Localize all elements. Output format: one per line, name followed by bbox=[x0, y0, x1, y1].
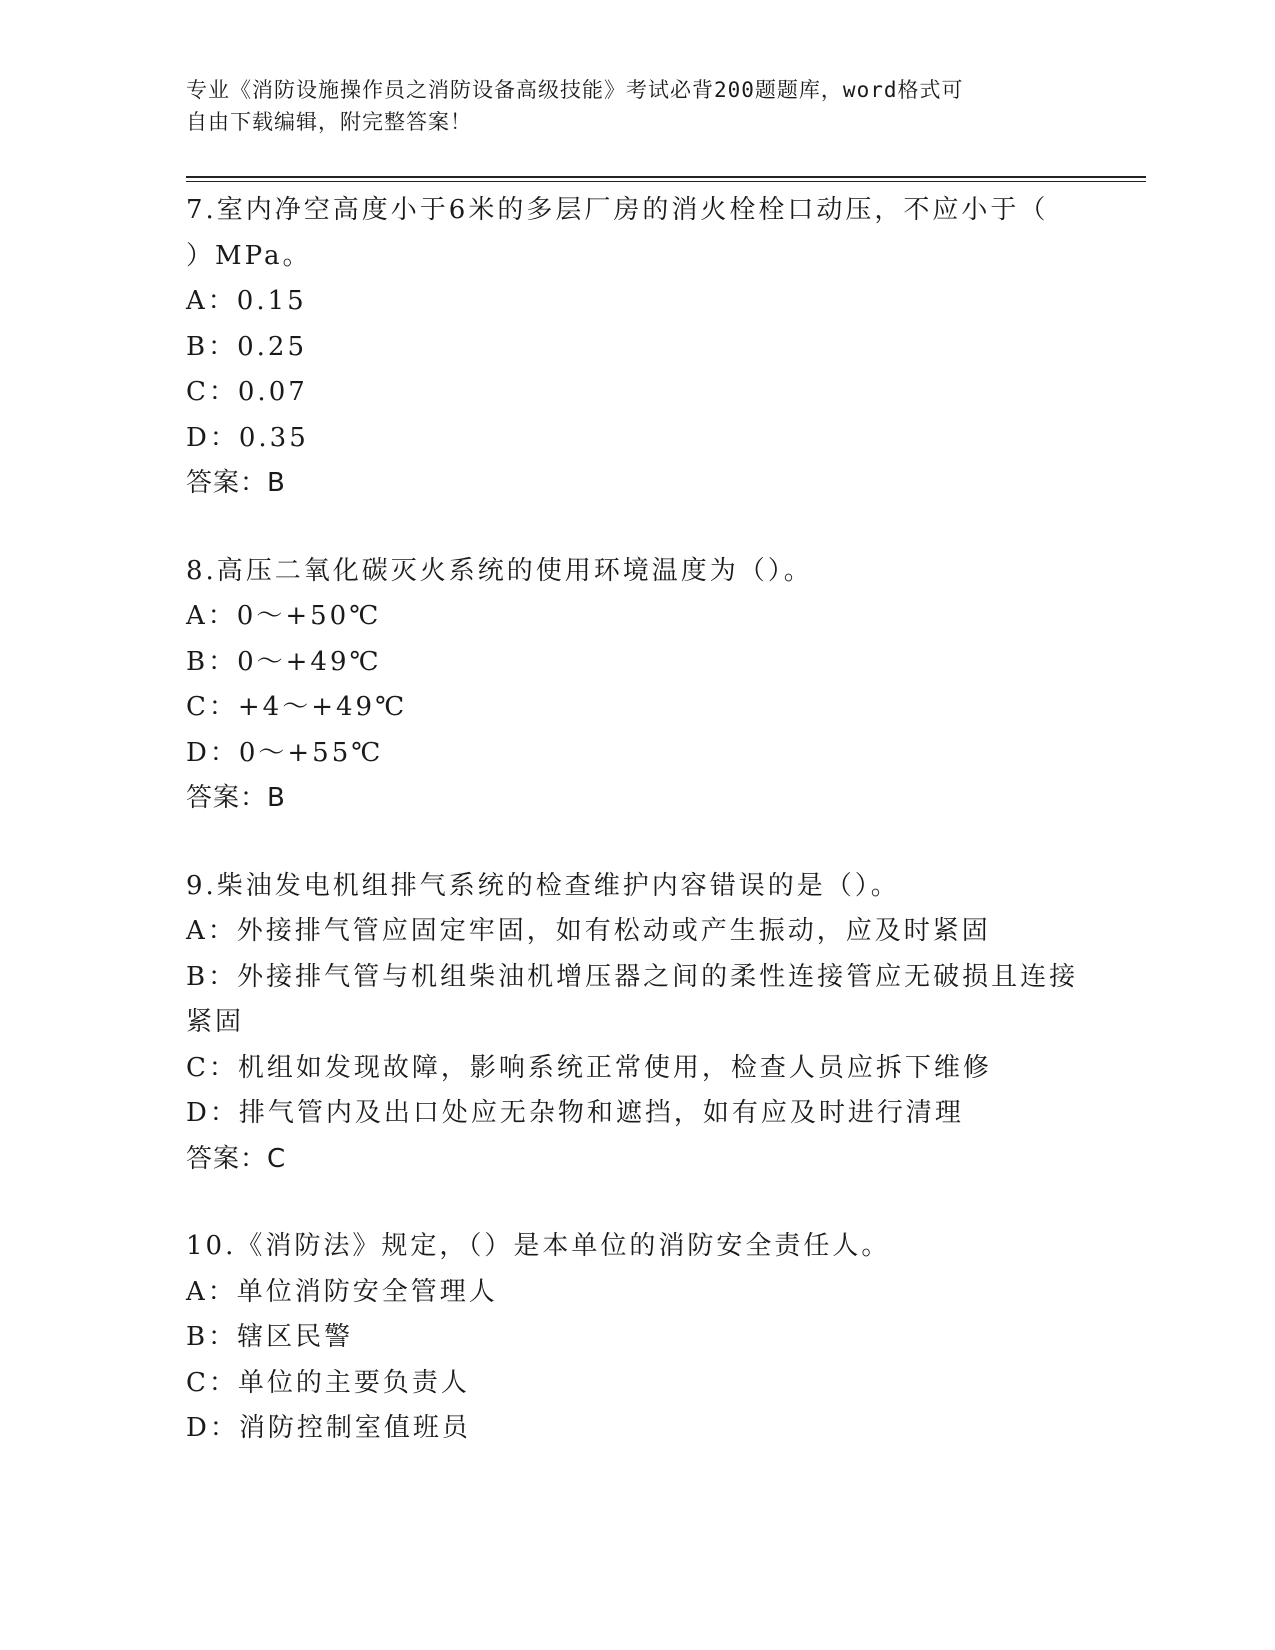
option-a: A：0～+50℃ bbox=[186, 601, 382, 631]
question-7 bbox=[186, 188, 1086, 507]
option-a: A：单位消防安全管理人 bbox=[186, 1276, 498, 1307]
option-b: B：0～+49℃ bbox=[186, 646, 382, 677]
option-c: C：单位的主要负责人 bbox=[186, 1367, 470, 1398]
question-stem: 9.柴油发电机组排气系统的检查维护内容错误的是（）。 bbox=[186, 870, 900, 901]
option-c: C：机组如发现故障，影响系统正常使用，检查人员应拆下维修 bbox=[186, 1052, 992, 1083]
option-d: D：0～+55℃ bbox=[186, 737, 384, 768]
answer: 答案：B bbox=[186, 468, 286, 498]
question-list bbox=[186, 188, 1086, 1452]
option-b: B：0.25 bbox=[186, 331, 307, 362]
option-d: D：排气管内及出口处应无杂物和遮挡，如有应及时进行清理 bbox=[186, 1098, 964, 1128]
option-a: A：外接排气管应固定牢固，如有松动或产生振动，应及时紧固 bbox=[186, 916, 991, 946]
header-line-2: 自由下载编辑，附完整答案！ bbox=[186, 110, 472, 134]
question-stem: 8.高压二氧化碳灭火系统的使用环境温度为（）。 bbox=[186, 555, 813, 586]
option-c: C：+4～+49℃ bbox=[186, 692, 408, 722]
option-b-cont: 紧固 bbox=[186, 1007, 245, 1037]
header-line-1: 专业《消防设施操作员之消防设备高级技能》考试必背200题题库，word格式可 bbox=[186, 78, 964, 102]
header-divider-thin bbox=[186, 181, 1146, 182]
option-b: B：外接排气管与机组柴油机增压器之间的柔性连接管应无破损且连接 bbox=[186, 961, 1079, 992]
question-9 bbox=[186, 864, 1086, 1183]
option-d: D：0.35 bbox=[186, 422, 309, 453]
question-stem: 7.室内净空高度小于6米的多层厂房的消火栓栓口动压，不应小于（ bbox=[186, 195, 1049, 225]
document-header bbox=[186, 74, 1066, 138]
option-a: A：0.15 bbox=[186, 286, 307, 316]
question-10 bbox=[186, 1224, 1086, 1452]
question-8 bbox=[186, 549, 1086, 822]
option-d: D：消防控制室值班员 bbox=[186, 1413, 471, 1443]
option-b: B：辖区民警 bbox=[186, 1322, 354, 1352]
header-divider-thick bbox=[186, 176, 1146, 178]
question-stem: 10.《消防法》规定，（）是本单位的消防安全责任人。 bbox=[186, 1231, 891, 1261]
question-stem-cont: ）MPa。 bbox=[186, 240, 312, 271]
option-c: C：0.07 bbox=[186, 377, 308, 407]
answer: 答案：C bbox=[186, 1143, 287, 1174]
answer: 答案：B bbox=[186, 783, 286, 813]
